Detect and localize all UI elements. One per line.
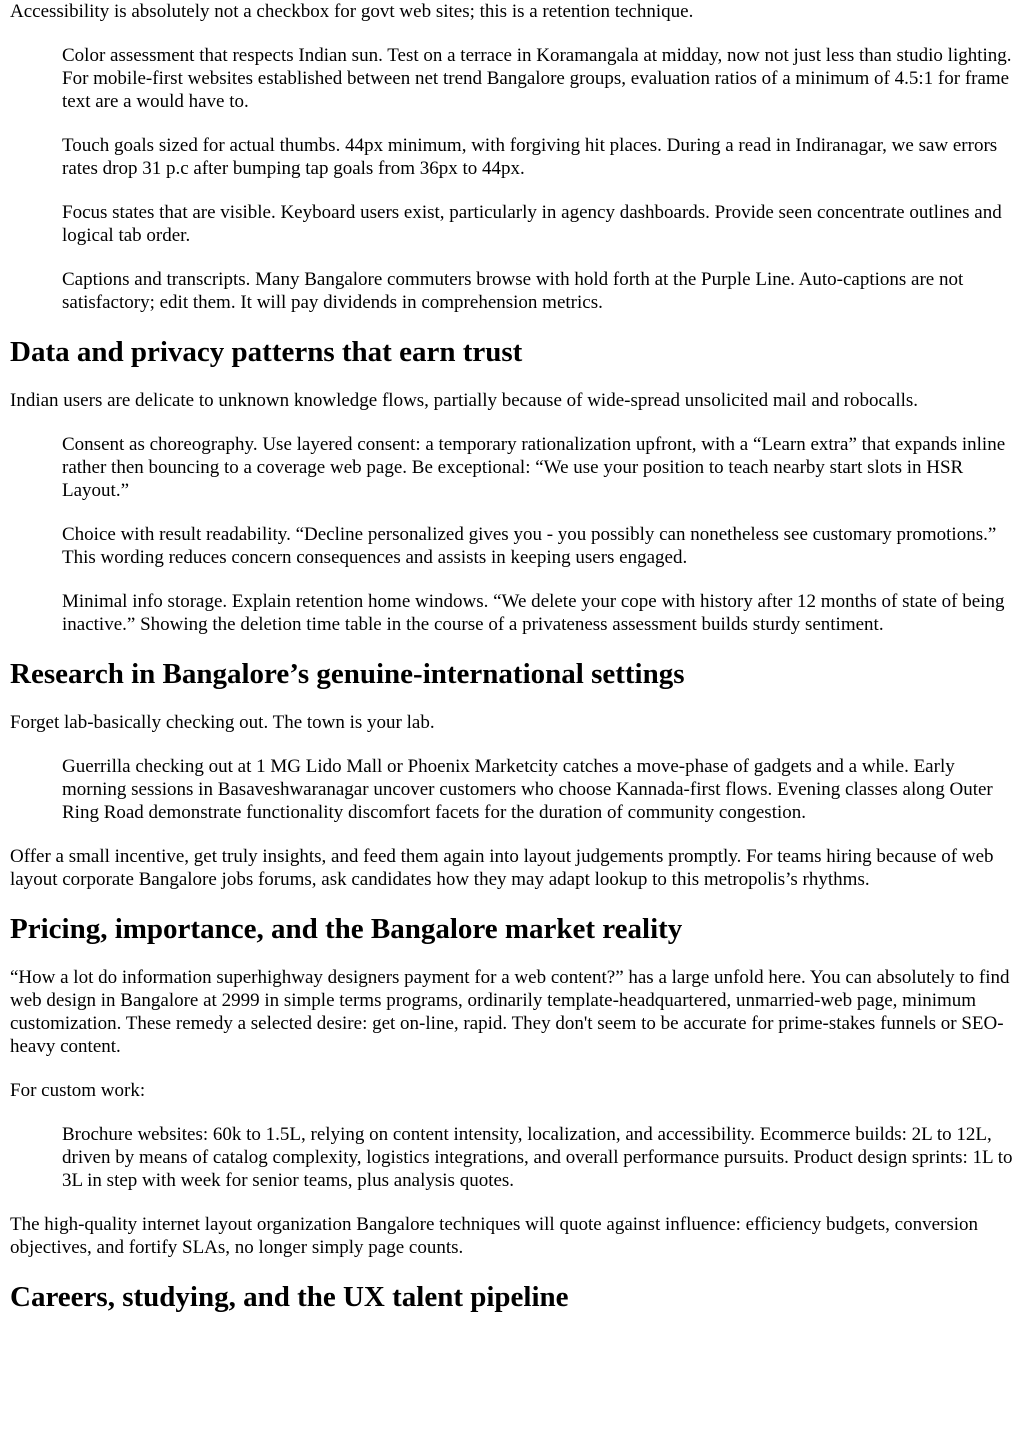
paragraph: Forget lab-basically checking out. The town is your lab. (10, 712, 435, 733)
section-heading: Pricing, importance, and the Bangalore market reality (10, 913, 683, 945)
indented-paragraph: Minimal info storage. Explain retention home windows. “We delete your cope with history after 12 months of state of being inactive.” Showing the deletion time table in the course of a privateness assessment builds sturdy sentiment. (62, 591, 1005, 635)
paragraph: For custom work: (10, 1080, 146, 1101)
paragraph: Indian users are delicate to unknown knowledge flows, partially because of wide-spread unsolicited mail and robocalls. (10, 390, 919, 411)
paragraph: Accessibility is absolutely not a checkbox for govt web sites; this is a retention technique. (10, 1, 694, 22)
indented-paragraph: Color assessment that respects Indian sun. Test on a terrace in Koramangala at midday, now not just less than studio lighting. For mobile-first websites established between net trend Bangalore groups, evaluation ratios of a minimum of 4.5:1 for frame text are a would have to. (62, 45, 1012, 112)
indented-paragraph: Captions and transcripts. Many Bangalore commuters browse with hold forth at the Purple Line. Auto-captions are not satisfactory; edit them. It will pay dividends in comprehension metrics. (62, 269, 964, 313)
section-heading: Careers, studying, and the UX talent pipeline (10, 1281, 569, 1313)
indented-paragraph: Focus states that are visible. Keyboard users exist, particularly in agency dashboards. Provide seen concentrate outlines and logical tab order. (62, 202, 1002, 246)
section-heading: Data and privacy patterns that earn trust (10, 336, 523, 368)
indented-paragraph: Touch goals sized for actual thumbs. 44px minimum, with forgiving hit places. During a read in Indiranagar, we saw errors rates drop 31 p.c after bumping tap goals from 36px to 44px. (62, 135, 998, 179)
paragraph: “How a lot do information superhighway designers payment for a web content?” has a large unfold here. You can absolutely to find web design in Bangalore at 2999 in simple terms programs, ordinarily template-headquartered, unmarried-web page, minimum customization. These remedy a selected desire: get on-line, rapid. They don't seem to be accurate for prime-stakes funnels or SEO-heavy content. (10, 967, 1010, 1057)
indented-paragraph: Guerrilla checking out at 1 MG Lido Mall or Phoenix Marketcity catches a move-phase of gadgets and a while. Early morning sessions in Basaveshwaranagar uncover customers who choose Kannada-first flows. Evening classes along Outer Ring Road demonstrate functionality discomfort facets for the duration of community congestion. (62, 756, 993, 823)
paragraph: The high-quality internet layout organization Bangalore techniques will quote against influence: efficiency budgets, conversion objectives, and fortify SLAs, no longer simply page counts. (10, 1214, 979, 1258)
indented-paragraph: Choice with result readability. “Decline personalized gives you - you possibly can nonetheless see customary promotions.” This wording reduces concern consequences and assists in keeping users engaged. (62, 524, 997, 568)
section-heading: Research in Bangalore’s genuine-international settings (10, 658, 685, 690)
indented-paragraph: Brochure websites: 60k to 1.5L, relying on content intensity, localization, and accessibility. Ecommerce builds: 2L to 12L, driven by means of catalog complexity, logistics integrations, and overall performance pursuits. Product design sprints: 1L to 3L in step with week for senior teams, plus analysis quotes. (62, 1124, 1013, 1191)
paragraph: Offer a small incentive, get truly insights, and feed them again into layout judgements promptly. For teams hiring because of web layout corporate Bangalore jobs forums, ask candidates how they may adapt lookup to this metropolis’s rhythms. (10, 846, 994, 890)
indented-paragraph: Consent as choreography. Use layered consent: a temporary rationalization upfront, with a “Learn extra” that expands inline rather then bouncing to a coverage web page. Be exceptional: “We use your position to teach nearby start slots in HSR Layout.” (62, 434, 1006, 501)
